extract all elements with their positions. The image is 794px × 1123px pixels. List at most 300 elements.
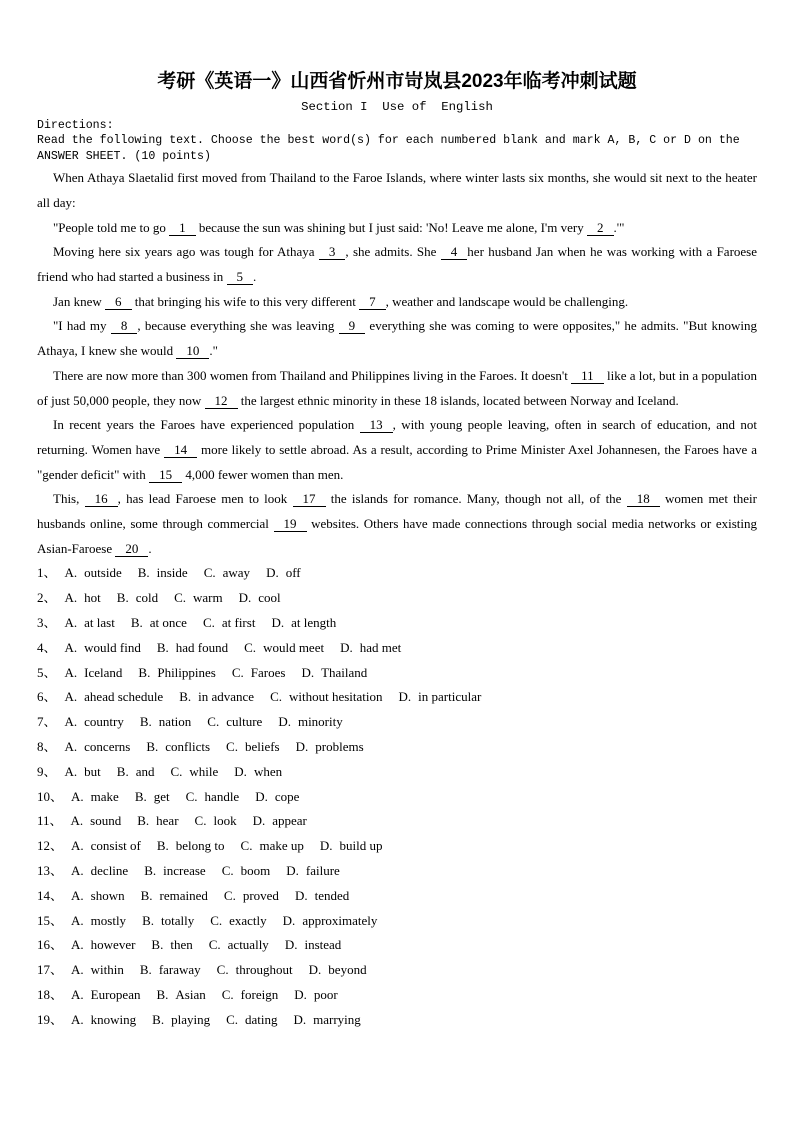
question-row-9 [37, 760, 757, 785]
option-letter: A. [64, 639, 78, 655]
option-letter: C. [208, 937, 221, 953]
option-letter: B. [144, 863, 157, 879]
option-letter: D. [255, 788, 268, 804]
question-number: 7、 [37, 714, 57, 730]
option-text: outside [84, 565, 122, 581]
option-B [144, 863, 206, 878]
option-text: without hesitation [289, 689, 383, 705]
option-A [71, 838, 141, 853]
option-text: exactly [229, 912, 267, 928]
option-letter: D. [398, 689, 412, 705]
option-text: beyond [328, 962, 367, 978]
option-B [117, 590, 158, 605]
option-text: proved [242, 887, 279, 903]
option-text: actually [227, 937, 269, 953]
option-letter: D. [319, 838, 333, 854]
option-letter: C. [174, 590, 187, 606]
option-B [146, 739, 210, 754]
option-letter: B. [156, 639, 169, 655]
cloze-blank-20: 20 [115, 541, 148, 557]
option-D [309, 962, 367, 977]
option-text: make up [259, 838, 304, 854]
option-letter: A. [64, 664, 78, 680]
option-letter: A. [71, 987, 84, 1003]
option-C [186, 789, 240, 804]
option-text: problems [315, 739, 364, 755]
option-letter: D. [294, 887, 308, 903]
option-letter: B. [130, 615, 143, 631]
directions-block [37, 118, 757, 164]
question-row-18 [37, 983, 757, 1008]
option-text: country [84, 714, 124, 730]
option-letter: D. [301, 664, 315, 680]
option-text: then [170, 937, 193, 953]
option-B [117, 764, 155, 779]
option-text: in advance [198, 689, 255, 705]
question-number: 6、 [37, 689, 57, 705]
option-A [71, 789, 119, 804]
question-number: 19、 [37, 1011, 64, 1027]
option-letter: B. [137, 565, 150, 581]
option-text: playing [171, 1011, 211, 1027]
option-text: totally [160, 912, 195, 928]
option-letter: A. [70, 813, 84, 829]
section-heading: Section I Use of English [301, 100, 493, 114]
option-D [283, 913, 378, 928]
option-text: decline [90, 863, 129, 879]
option-text: when [253, 763, 283, 779]
question-row-5 [37, 661, 757, 686]
option-text: foreign [240, 987, 279, 1003]
option-text: boom [240, 863, 271, 879]
option-A [65, 665, 123, 680]
option-letter: D. [295, 739, 309, 755]
option-C [195, 813, 237, 828]
question-number: 14、 [37, 887, 64, 903]
option-letter: A. [64, 615, 78, 631]
option-B [138, 665, 215, 680]
question-number: 1、 [37, 565, 57, 581]
question-row-17 [37, 958, 757, 983]
option-letter: C. [244, 639, 257, 655]
option-C [222, 987, 278, 1002]
option-D [278, 714, 342, 729]
question-number: 4、 [37, 639, 57, 655]
option-text: at first [221, 615, 256, 631]
option-C [241, 838, 304, 853]
option-text: approximately [302, 912, 378, 928]
option-letter: D. [294, 987, 307, 1003]
option-letter: A. [71, 1011, 84, 1027]
option-letter: A. [71, 863, 84, 879]
option-text: minority [297, 714, 343, 730]
option-D [285, 937, 341, 952]
option-letter: B. [179, 689, 192, 705]
option-B [152, 1012, 210, 1027]
cloze-blank-19: 19 [274, 516, 307, 532]
option-text: get [153, 788, 170, 804]
option-letter: C. [210, 912, 223, 928]
option-text: Iceland [84, 664, 123, 680]
option-letter: B. [156, 838, 169, 854]
option-text: conflicts [165, 739, 211, 755]
option-letter: B. [156, 987, 169, 1003]
option-C [222, 863, 271, 878]
option-text: inside [156, 565, 188, 581]
option-text: knowing [90, 1011, 137, 1027]
option-text: would find [84, 639, 141, 655]
option-letter: C. [185, 788, 198, 804]
option-B [157, 640, 228, 655]
cloze-blank-10: 10 [176, 343, 209, 359]
option-text: would meet [263, 639, 325, 655]
option-D [234, 764, 282, 779]
option-letter: C. [170, 763, 183, 779]
option-letter: B. [116, 763, 129, 779]
cloze-blank-1: 1 [169, 220, 196, 236]
option-A [65, 640, 141, 655]
option-letter: D. [234, 763, 247, 779]
option-text: concerns [84, 739, 131, 755]
option-B [156, 987, 205, 1002]
option-letter: C. [240, 838, 253, 854]
option-letter: B. [151, 937, 164, 953]
question-number: 15、 [37, 912, 64, 928]
option-C [170, 764, 218, 779]
option-text: tended [314, 887, 350, 903]
option-B [140, 714, 191, 729]
option-letter: C. [270, 689, 282, 705]
option-text: instead [304, 937, 342, 953]
cloze-blank-4: 4 [441, 244, 468, 260]
option-letter: C. [221, 987, 234, 1003]
option-C [226, 739, 280, 754]
option-letter: A. [64, 763, 78, 779]
option-text: handle [204, 788, 240, 804]
question-row-6 [37, 685, 757, 710]
option-letter: D. [252, 813, 266, 829]
question-number: 8、 [37, 739, 57, 755]
option-A [71, 1012, 136, 1027]
option-A [71, 863, 128, 878]
option-text: appear [272, 813, 307, 829]
option-text: had met [359, 639, 402, 655]
option-text: European [90, 987, 141, 1003]
question-row-13 [37, 859, 757, 884]
option-text: poor [313, 987, 338, 1003]
option-text: at last [84, 615, 115, 631]
option-text: hot [84, 590, 101, 606]
question-number: 2、 [37, 590, 57, 606]
option-text: Philippines [157, 664, 216, 680]
option-letter: A. [71, 962, 84, 978]
cloze-blank-17: 17 [293, 491, 326, 507]
option-text: warm [193, 590, 223, 606]
option-text: had found [175, 639, 229, 655]
option-B [140, 962, 201, 977]
option-text: within [90, 962, 124, 978]
option-text: marrying [313, 1011, 361, 1027]
option-B [179, 689, 254, 704]
option-letter: C. [226, 739, 238, 755]
option-text: and [135, 763, 155, 779]
passage-paragraph: "I had my 8 , because everything she was leaving 9 everything she was coming to were opposites," he admits. "But knowing Athaya, I knew she would 10 ." [37, 318, 757, 359]
question-row-7 [37, 710, 757, 735]
option-text: however [90, 937, 136, 953]
option-text: mostly [90, 912, 127, 928]
cloze-blank-16: 16 [85, 491, 118, 507]
option-B [131, 615, 187, 630]
option-text: while [189, 763, 219, 779]
question-number: 5、 [37, 664, 57, 680]
cloze-blank-7: 7 [359, 294, 386, 310]
question-number: 10、 [37, 788, 64, 804]
option-text: ahead schedule [84, 689, 164, 705]
option-letter: A. [64, 739, 78, 755]
question-row-4 [37, 636, 757, 661]
question-row-14 [37, 884, 757, 909]
option-A [65, 764, 101, 779]
option-C [210, 913, 266, 928]
option-D [253, 813, 307, 828]
option-letter: B. [134, 788, 147, 804]
option-C [203, 615, 256, 630]
option-B [157, 838, 225, 853]
cloze-blank-8: 8 [111, 318, 138, 334]
passage-paragraph: In recent years the Faroes have experienced population 13 , with young people leaving, often in search of education, and not returning. Women have 14 more likely to settle abroad. As a result, according to Prime Minister Axel Johannesen, the Faroes have a "gender deficit" with 15 4,000 fewer women than men. [37, 417, 757, 482]
option-text: make [90, 788, 119, 804]
option-letter: A. [64, 590, 78, 606]
option-D [340, 640, 401, 655]
option-text: away [222, 565, 251, 581]
option-letter: D. [266, 565, 279, 581]
option-letter: D. [284, 937, 298, 953]
question-number: 12、 [37, 838, 64, 854]
option-text: increase [163, 863, 206, 879]
option-A [71, 987, 140, 1002]
option-text: hear [156, 813, 179, 829]
question-number: 3、 [37, 615, 57, 631]
option-D [294, 1012, 361, 1027]
option-B [141, 888, 208, 903]
question-row-19 [37, 1008, 757, 1033]
option-text: off [285, 565, 301, 581]
option-D [294, 987, 337, 1002]
option-text: culture [226, 714, 263, 730]
option-D [271, 615, 336, 630]
option-letter: B. [142, 912, 154, 928]
question-number: 13、 [37, 863, 64, 879]
option-A [71, 888, 125, 903]
question-row-12 [37, 834, 757, 859]
option-A [65, 565, 122, 580]
option-B [142, 913, 194, 928]
option-text: dating [245, 1011, 278, 1027]
option-text: sound [90, 813, 122, 829]
cloze-blank-12: 12 [205, 393, 238, 409]
option-letter: B. [139, 714, 152, 730]
question-number: 17、 [37, 962, 64, 978]
option-C [207, 714, 262, 729]
cloze-blank-15: 15 [149, 467, 182, 483]
question-number: 9、 [37, 763, 57, 779]
option-D [399, 689, 482, 704]
option-letter: A. [71, 838, 84, 854]
option-letter: A. [71, 887, 84, 903]
option-C [174, 590, 223, 605]
option-text: throughout [235, 962, 293, 978]
option-letter: A. [64, 714, 78, 730]
option-letter: A. [64, 565, 78, 581]
question-number: 18、 [37, 987, 64, 1003]
option-letter: C. [226, 1011, 238, 1027]
option-text: in particular [418, 689, 482, 705]
option-text: faraway [158, 962, 201, 978]
cloze-blank-9: 9 [339, 318, 366, 334]
option-text: cold [135, 590, 159, 606]
option-D [301, 665, 367, 680]
cloze-blank-14: 14 [164, 442, 197, 458]
option-text: belong to [175, 838, 225, 854]
option-text: remained [159, 887, 208, 903]
question-number: 16、 [37, 937, 64, 953]
exam-title: 考研《英语一》山西省忻州市岢岚县2023年临考冲刺试题 [157, 71, 637, 92]
question-list [37, 561, 757, 1032]
option-text: cope [274, 788, 300, 804]
question-row-16 [37, 933, 757, 958]
question-number: 11、 [37, 813, 63, 829]
option-C [270, 689, 382, 704]
option-B [138, 565, 188, 580]
option-text: failure [305, 863, 340, 879]
option-letter: D. [286, 863, 299, 879]
option-text: Thailand [321, 664, 368, 680]
option-D [255, 789, 299, 804]
option-letter: D. [278, 714, 291, 730]
question-row-3 [37, 611, 757, 636]
option-letter: B. [116, 590, 129, 606]
option-B [151, 937, 192, 952]
option-letter: C. [207, 714, 220, 730]
option-text: at once [149, 615, 187, 631]
option-letter: C. [203, 565, 216, 581]
option-letter: B. [146, 739, 159, 755]
option-text: Asian [175, 987, 206, 1003]
passage-paragraph: Jan knew 6 that bringing his wife to this very different 7 , weather and landscape would be challenging. [53, 293, 629, 309]
option-text: build up [339, 838, 383, 854]
question-row-10 [37, 785, 757, 810]
cloze-passage [37, 166, 757, 561]
option-letter: B. [140, 887, 153, 903]
passage-paragraph: This, 16 , has lead Faroese men to look 17 the islands for romance. Many, though not all, of the 18 women met their husbands online, some through commercial 19 websites. Others have made connections through social media networks or existing Asian-Faroese 20 . [37, 491, 757, 556]
passage-paragraph: There are now more than 300 women from Thailand and Philippines living in the Faroes. It doesn't 11 like a lot, but in a population of just 50,000 people, they now 12 the largest ethnic minority in these 18 islands, located between Norway and Iceland. [37, 367, 757, 408]
option-text: nation [158, 714, 192, 730]
option-letter: A. [71, 937, 84, 953]
option-text: beliefs [244, 739, 280, 755]
option-letter: C. [194, 813, 207, 829]
cloze-blank-11: 11 [571, 368, 604, 384]
option-letter: B. [152, 1011, 165, 1027]
directions-label: Directions: [37, 119, 114, 132]
option-text: cool [258, 590, 281, 606]
question-row-1 [37, 561, 757, 586]
option-D [296, 739, 364, 754]
cloze-blank-18: 18 [627, 491, 660, 507]
option-letter: D. [293, 1011, 307, 1027]
directions-text: Read the following text. Choose the best word(s) for each numbered blank and mark A, B, C or D on the ANSWER SHEET. (10 points) [37, 134, 740, 163]
question-row-2 [37, 586, 757, 611]
option-D [286, 863, 340, 878]
option-letter: A. [71, 788, 84, 804]
option-C [217, 962, 293, 977]
option-letter: B. [137, 813, 150, 829]
question-row-11 [37, 809, 757, 834]
option-letter: C. [231, 664, 244, 680]
passage-paragraph: When Athaya Slaetalid first moved from Thailand to the Faroe Islands, where winter lasts six months, she would sit next to the heater all day: [37, 170, 757, 210]
cloze-blank-3: 3 [319, 244, 346, 260]
option-letter: A. [64, 689, 78, 705]
cloze-blank-2: 2 [587, 220, 614, 236]
option-A [65, 590, 101, 605]
cloze-blank-13: 13 [360, 417, 393, 433]
option-D [295, 888, 349, 903]
option-A [71, 913, 126, 928]
option-letter: D. [308, 962, 322, 978]
option-A [65, 739, 131, 754]
option-D [320, 838, 383, 853]
option-letter: D. [238, 590, 252, 606]
option-C [232, 665, 286, 680]
option-C [224, 888, 279, 903]
option-text: look [213, 813, 237, 829]
question-row-8 [37, 735, 757, 760]
option-C [244, 640, 324, 655]
cloze-blank-6: 6 [105, 294, 132, 310]
option-letter: C. [223, 887, 236, 903]
cloze-blank-5: 5 [227, 269, 254, 285]
option-A [71, 813, 122, 828]
option-text: at length [291, 615, 337, 631]
option-D [239, 590, 281, 605]
option-text: consist of [90, 838, 141, 854]
option-D [266, 565, 301, 580]
option-A [65, 689, 164, 704]
passage-paragraph: Moving here six years ago was tough for Athaya 3 , she admits. She 4 her husband Jan when he was working with a Faroese friend who had started a business in 5 . [37, 244, 757, 285]
option-letter: D. [282, 912, 296, 928]
option-B [135, 789, 170, 804]
option-A [65, 714, 124, 729]
option-text: but [84, 763, 101, 779]
option-B [137, 813, 178, 828]
option-C [226, 1012, 277, 1027]
option-text: Faroes [250, 664, 286, 680]
option-letter: A. [71, 912, 84, 928]
option-A [71, 962, 124, 977]
question-row-15 [37, 909, 757, 934]
option-letter: C. [221, 863, 234, 879]
passage-paragraph: "People told me to go 1 because the sun was shining but I just said: 'No! Leave me alone, I'm very 2 .'" [53, 219, 625, 235]
option-letter: B. [139, 962, 152, 978]
option-letter: D. [271, 615, 285, 631]
option-letter: B. [138, 664, 151, 680]
option-letter: C. [216, 962, 229, 978]
option-text: shown [90, 887, 125, 903]
option-C [204, 565, 250, 580]
option-letter: C. [202, 615, 215, 631]
option-A [65, 615, 115, 630]
option-letter: D. [340, 639, 353, 655]
option-A [71, 937, 135, 952]
